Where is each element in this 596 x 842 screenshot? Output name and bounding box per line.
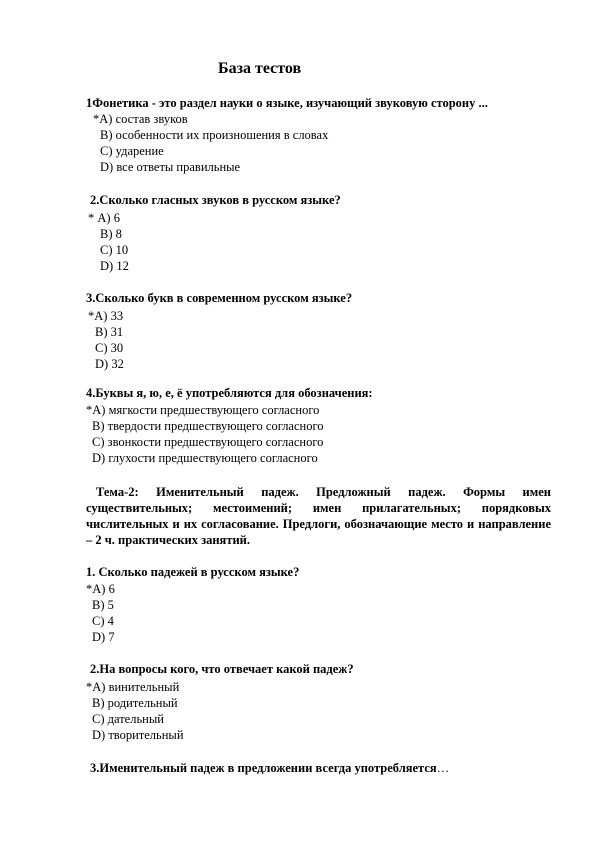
answer-6b: В) родительный [92, 696, 178, 710]
answer-5c: С) 4 [92, 614, 114, 628]
answer-1c: С) ударение [100, 144, 164, 158]
question-4: 4.Буквы я, ю, е, ё употребляются для обозначения: [86, 386, 373, 400]
answer-4c: С) звонкости предшествующего согласного [92, 435, 324, 449]
answer-2b: В) 8 [100, 227, 122, 241]
answer-4a: *А) мягкости предшествующего согласного [86, 403, 320, 417]
question-6: 2.На вопросы кого, что отвечает какой падеж? [90, 662, 354, 676]
document-title: База тестов [218, 60, 302, 77]
answer-2a: * А) 6 [88, 211, 120, 225]
answer-4b: В) твердости предшествующего согласного [92, 419, 324, 433]
question-1: 1Фонетика - это раздел науки о языке, изучающий звуковую сторону ... [86, 96, 488, 110]
answer-5b: В) 5 [92, 598, 114, 612]
answer-5a: *А) 6 [86, 582, 115, 596]
answer-1a: *А) состав звуков [93, 112, 188, 126]
answer-1d: D) все ответы правильные [100, 160, 241, 174]
answer-1b: В) особенности их произношения в словах [100, 128, 329, 142]
question-2: 2.Сколько гласных звуков в русском языке? [90, 193, 341, 207]
answer-6d: D) творительный [92, 728, 184, 742]
answer-3a: *А) 33 [88, 309, 124, 323]
question-7-text: 3.Именительный падеж в предложении всегда употребляется [90, 761, 437, 775]
answer-3d: D) 32 [95, 357, 124, 371]
question-7-ellipsis: … [436, 761, 450, 775]
answer-2d: D) 12 [100, 259, 129, 273]
answer-5d: D) 7 [92, 630, 115, 644]
answer-2c: С) 10 [100, 243, 129, 257]
answer-4d: D) глухости предшествующего согласного [92, 451, 318, 465]
theme-text: Тема-2: Именительный падеж. Предложный падеж. Формы имен существительных; местоимений; имен прилагательных; порядковых числительных и их согласование. Предлоги, обозначающие место и направление – 2 ч. практических занятий. [86, 485, 551, 547]
question-7 [90, 761, 449, 776]
question-5: 1. Сколько падежей в русском языке? [86, 565, 300, 579]
answer-3b: В) 31 [95, 325, 124, 339]
answer-3c: С) 30 [95, 341, 124, 355]
question-3: 3.Сколько букв в современном русском языке? [86, 291, 353, 305]
answer-6c: С) дательный [92, 712, 164, 726]
theme-paragraph [86, 484, 551, 548]
answer-6a: *А) винительный [86, 680, 180, 694]
